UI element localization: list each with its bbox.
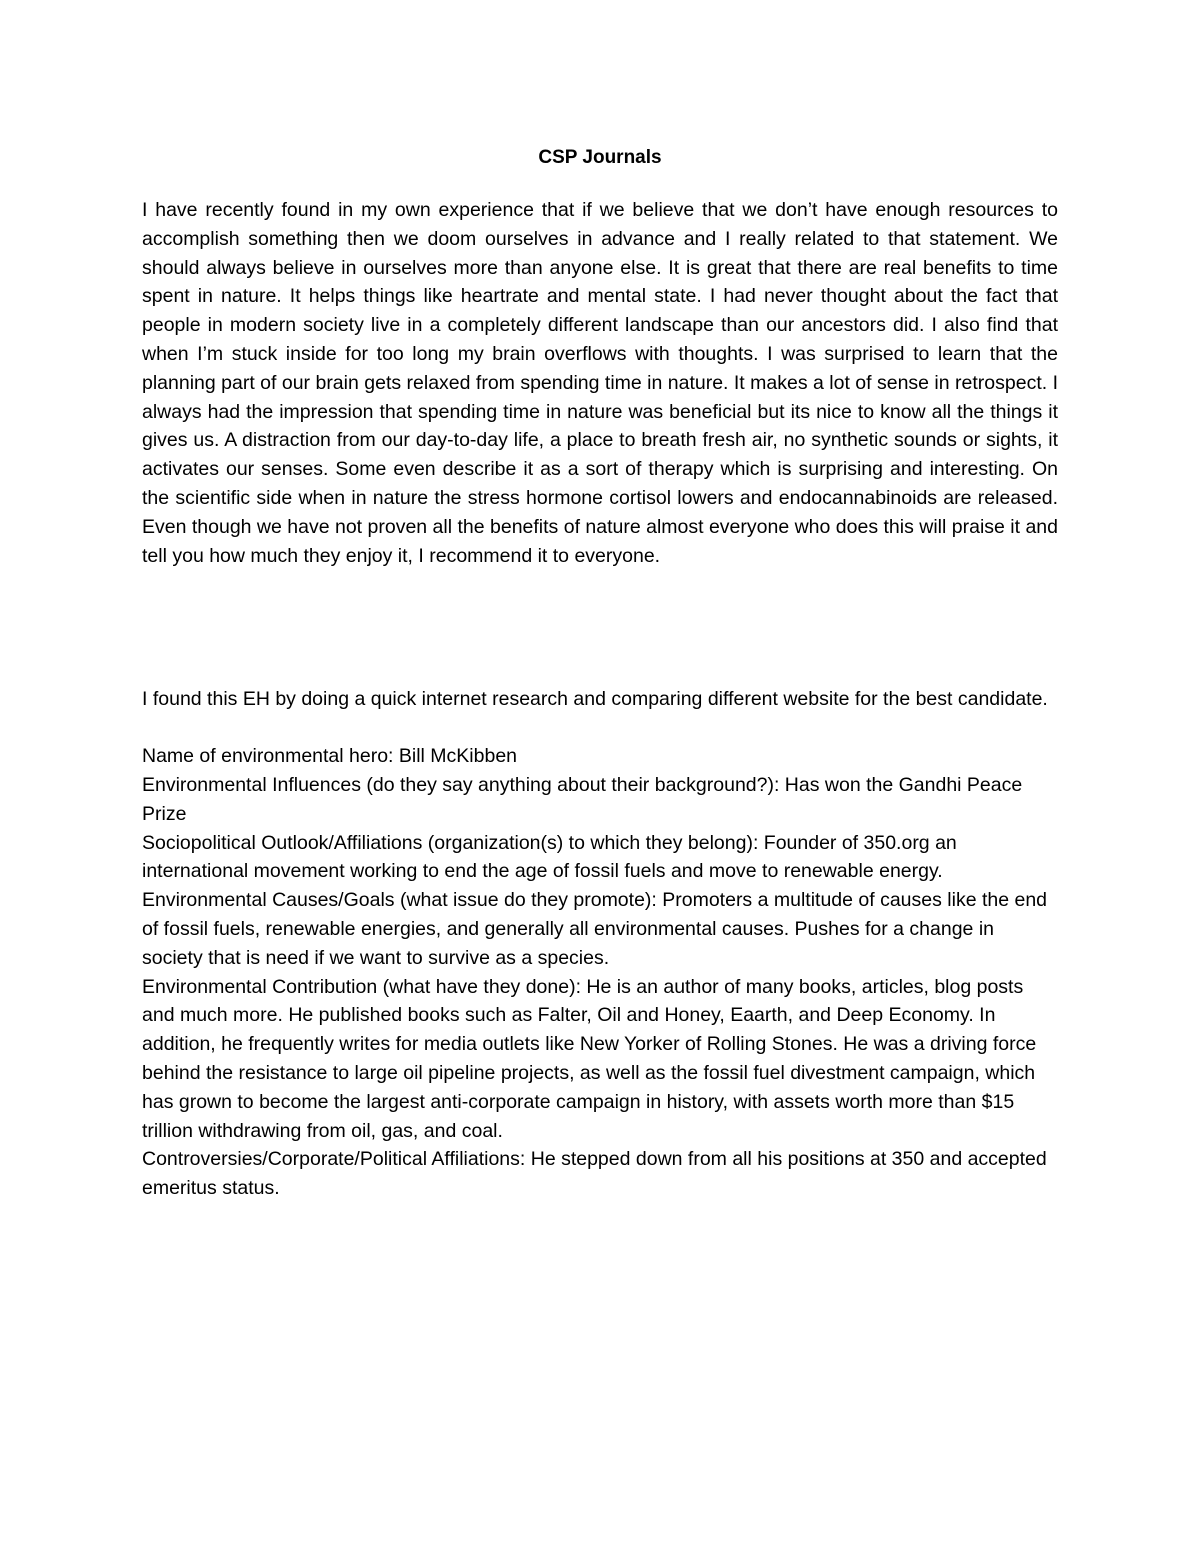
journal-paragraph: I have recently found in my own experience that if we believe that we don’t have enough resources to accomplish something then we doom ourselves in advance and I really related to that statement. We should always believe in ourselves more than anyone else. It is great that there are real benefits to time spent in nature. It helps things like heartrate and mental state. I had never thought about the fact that people in modern society live in a completely different landscape than our ancestors did. I also find that when I’m stuck inside for too long my brain overflows with thoughts. I was surprised to learn that the planning part of our brain gets relaxed from spending time in nature. It makes a lot of sense in retrospect. I always had the impression that spending time in nature was beneficial but its nice to know all the things it gives us. A distraction from our day-to-day life, a place to breath fresh air, no synthetic sounds or sights, it activates our senses. Some even describe it as a sort of therapy which is surprising and interesting. On the scientific side when in nature the stress hormone cortisol lowers and endocannabinoids are released. Even though we have not proven all the benefits of nature almost everyone who does this will praise it and tell you how much they enjoy it, I recommend it to everyone.	[142, 199, 1058, 567]
document-page	[142, 140, 1058, 1203]
field-hero-name: Name of environmental hero: Bill McKibben	[142, 745, 518, 768]
field-controversies: Controversies/Corporate/Political Affiliations: He stepped down from all his positions at 350 and accepted emeritus status.	[142, 1148, 1047, 1200]
field-environmental-influences: Environmental Influences (do they say anything about their background?): Has won the Gandhi Peace Prize	[142, 773, 1023, 825]
field-environmental-causes: Environmental Causes/Goals (what issue do they promote): Promoters a multitude of causes like the end of fossil fuels, renewable energies, and generally all environmental causes. Pushes for a change in society that is need if we want to survive as a species.	[142, 889, 1048, 969]
hero-intro-paragraph: I found this EH by doing a quick internet research and comparing different website for the best candidate.	[142, 688, 1048, 711]
document-title: CSP Journals	[538, 147, 662, 168]
hero-fields	[142, 742, 1058, 1203]
field-sociopolitical-outlook: Sociopolitical Outlook/Affiliations (organization(s) to which they belong): Founder of 350.org an international movement working to end the age of fossil fuels and move to renewable energy.	[142, 831, 957, 883]
spacer	[142, 570, 1058, 685]
spacer	[142, 714, 1058, 742]
field-environmental-contribution: Environmental Contribution (what have they done): He is an author of many books, articles, blog posts and much more. He published books such as Falter, Oil and Honey, Eaarth, and Deep Economy. In addition, he frequently writes for media outlets like New Yorker of Rolling Stones. He was a driving force behind the resistance to large oil pipeline projects, as well as the fossil fuel divestment campaign, which has grown to become the largest anti-corporate campaign in history, with assets worth more than $15 trillion withdrawing from oil, gas, and coal.	[142, 975, 1037, 1142]
